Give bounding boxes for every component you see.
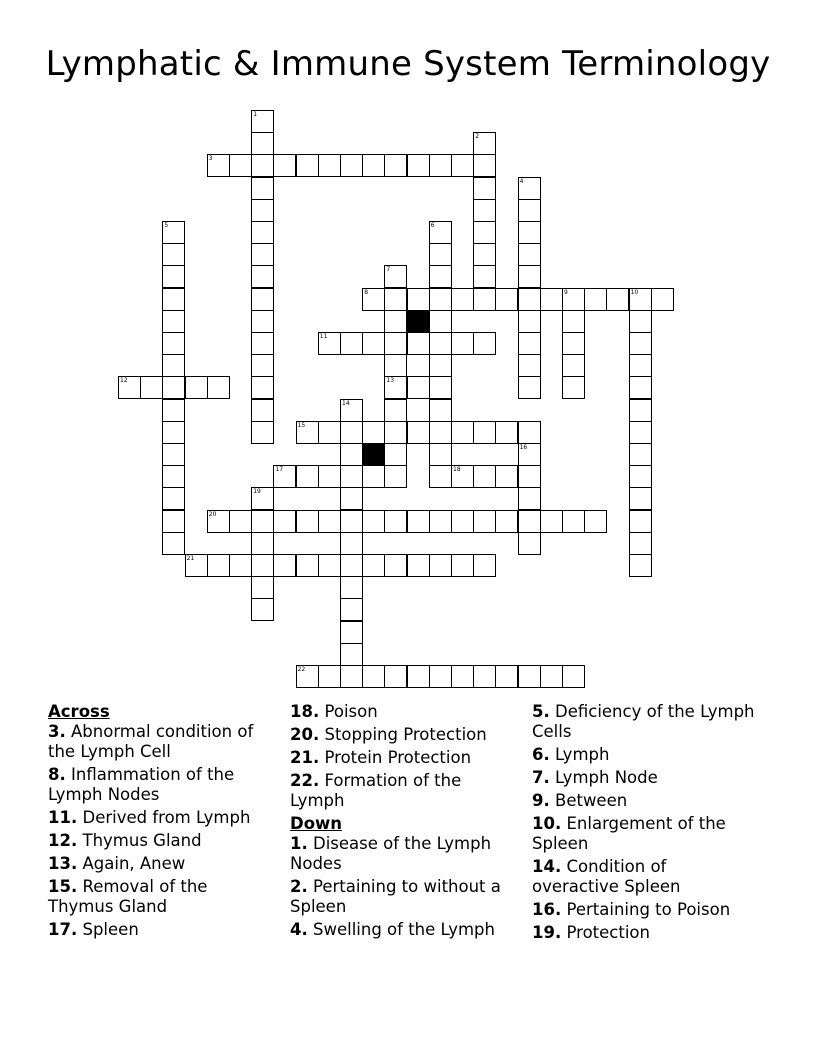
grid-cell[interactable] (318, 421, 341, 444)
grid-cell[interactable] (340, 598, 363, 621)
grid-cell[interactable] (429, 154, 452, 177)
grid-cell[interactable] (562, 354, 585, 377)
grid-clue-number: 8 (364, 288, 369, 296)
clue-across-22: 22. Formation of the Lymph (290, 771, 462, 810)
grid-cell[interactable] (562, 665, 585, 688)
grid-cell[interactable] (429, 221, 452, 244)
clue-across-3: 3. Abnormal condition of the Lymph Cell (48, 722, 254, 761)
clue-down-9: 9. Between (532, 791, 628, 810)
grid-cell[interactable] (296, 554, 319, 577)
grid-cell[interactable] (251, 421, 274, 444)
grid-cell[interactable] (251, 332, 274, 355)
grid-cell[interactable] (629, 465, 652, 488)
clue-across-15: 15. Removal of the Thymus Gland (48, 877, 208, 916)
grid-cell[interactable] (140, 376, 163, 399)
grid-cell[interactable] (362, 288, 385, 311)
grid-cell[interactable] (384, 421, 407, 444)
grid-cell[interactable] (473, 465, 496, 488)
grid-cell[interactable] (340, 532, 363, 555)
clues-column-3 (532, 702, 757, 946)
grid-cell[interactable] (251, 154, 274, 177)
grid-clue-number: 7 (386, 266, 391, 274)
grid-cell[interactable] (451, 288, 474, 311)
grid-clue-number: 20 (208, 510, 217, 518)
grid-cell[interactable] (384, 465, 407, 488)
grid-cell[interactable] (296, 510, 319, 533)
grid-cell[interactable] (318, 154, 341, 177)
grid-cell[interactable] (362, 332, 385, 355)
grid-clue-number: 3 (208, 155, 213, 163)
grid-cell[interactable] (340, 621, 363, 644)
grid-cell[interactable] (407, 154, 430, 177)
grid-clue-number: 19 (253, 488, 261, 496)
grid-cell[interactable] (273, 465, 296, 488)
grid-cell[interactable] (273, 154, 296, 177)
clue-down-14: 14. Condition of overactive Spleen (532, 857, 681, 896)
grid-cell[interactable] (318, 332, 341, 355)
grid-cell[interactable] (562, 288, 585, 311)
grid-cell[interactable] (340, 487, 363, 510)
grid-clue-number: 9 (564, 288, 568, 296)
grid-cell[interactable] (429, 421, 452, 444)
grid-clue-number: 10 (630, 288, 639, 296)
grid-cell[interactable] (251, 576, 274, 599)
grid-cell[interactable] (384, 376, 407, 399)
grid-cell[interactable] (518, 221, 541, 244)
grid-cell[interactable] (518, 465, 541, 488)
grid-cell[interactable] (251, 199, 274, 222)
grid-clue-number: 18 (453, 466, 461, 474)
grid-cell[interactable] (518, 265, 541, 288)
grid-cell[interactable] (185, 376, 208, 399)
grid-cell[interactable] (185, 554, 208, 577)
grid-cell[interactable] (451, 465, 474, 488)
clue-down-4: 4. Swelling of the Lymph (290, 920, 495, 939)
clue-down-1: 1. Disease of the Lymph Nodes (290, 834, 492, 873)
grid-cell[interactable] (629, 532, 652, 555)
grid-cell[interactable] (340, 465, 363, 488)
clues-column-2 (290, 702, 515, 943)
grid-cell[interactable] (340, 576, 363, 599)
grid-cell[interactable] (162, 465, 185, 488)
grid-cell[interactable] (162, 332, 185, 355)
grid-cell[interactable] (362, 510, 385, 533)
grid-cell[interactable] (518, 421, 541, 444)
grid-cell[interactable] (584, 510, 607, 533)
grid-cell[interactable] (629, 332, 652, 355)
grid-cell[interactable] (518, 354, 541, 377)
grid-clue-number: 22 (297, 666, 306, 673)
grid-cell[interactable] (429, 243, 452, 266)
grid-clue-number: 4 (519, 177, 524, 185)
grid-cell[interactable] (384, 554, 407, 577)
grid-cell[interactable] (429, 554, 452, 577)
grid-cell[interactable] (562, 510, 585, 533)
grid-cell[interactable] (407, 554, 430, 577)
grid-cell[interactable] (318, 665, 341, 688)
clue-across-21: 21. Protein Protection (290, 748, 472, 767)
grid-cell[interactable] (473, 132, 496, 155)
across-heading: Across (48, 702, 110, 721)
grid-cell[interactable] (251, 243, 274, 266)
grid-cell[interactable] (340, 154, 363, 177)
grid-cell[interactable] (384, 154, 407, 177)
grid-cell[interactable] (162, 288, 185, 311)
grid-clue-number: 15 (297, 421, 306, 429)
grid-cell[interactable] (518, 510, 541, 533)
grid-cell[interactable] (340, 443, 363, 466)
grid-cell[interactable] (540, 288, 563, 311)
grid-cell[interactable] (429, 510, 452, 533)
grid-cell[interactable] (207, 510, 230, 533)
grid-cell[interactable] (562, 376, 585, 399)
grid-cell[interactable] (162, 421, 185, 444)
grid-cell[interactable] (429, 665, 452, 688)
grid-cell[interactable] (606, 288, 629, 311)
grid-cell[interactable] (273, 554, 296, 577)
grid-cell[interactable] (384, 443, 407, 466)
clues-column-1 (48, 702, 273, 943)
grid-cell[interactable] (162, 532, 185, 555)
grid-cell[interactable] (207, 154, 230, 177)
grid-cell[interactable] (629, 399, 652, 422)
grid-cell[interactable] (273, 510, 296, 533)
grid-cell[interactable] (162, 487, 185, 510)
clue-across-20: 20. Stopping Protection (290, 725, 487, 744)
grid-cell[interactable] (118, 376, 141, 399)
clue-across-18: 18. Poison (290, 702, 378, 721)
grid-block-cell (407, 310, 430, 333)
grid-cell[interactable] (473, 332, 496, 355)
grid-cell[interactable] (407, 665, 430, 688)
grid-cell[interactable] (251, 510, 274, 533)
grid-cell[interactable] (407, 288, 430, 311)
grid-cell[interactable] (429, 443, 452, 466)
grid-cell[interactable] (296, 154, 319, 177)
grid-cell[interactable] (451, 421, 474, 444)
grid-cell[interactable] (162, 399, 185, 422)
grid-cell[interactable] (340, 665, 363, 688)
grid-cell[interactable] (473, 243, 496, 266)
grid-cell[interactable] (540, 665, 563, 688)
clue-across-11: 11. Derived from Lymph (48, 808, 251, 827)
grid-cell[interactable] (384, 265, 407, 288)
grid-clue-number: 17 (275, 466, 284, 474)
grid-cell[interactable] (207, 554, 230, 577)
clue-down-7: 7. Lymph Node (532, 768, 658, 787)
grid-cell[interactable] (518, 288, 541, 311)
grid-cell[interactable] (251, 376, 274, 399)
grid-cell[interactable] (451, 665, 474, 688)
grid-clue-number: 11 (319, 333, 328, 340)
grid-cell[interactable] (340, 399, 363, 422)
grid-cell[interactable] (229, 154, 252, 177)
grid-cell[interactable] (429, 265, 452, 288)
grid-cell[interactable] (629, 288, 652, 311)
grid-clue-number: 2 (475, 133, 480, 141)
grid-cell[interactable] (251, 554, 274, 577)
clue-down-6: 6. Lymph (532, 745, 610, 764)
grid-cell[interactable] (518, 443, 541, 466)
grid-clue-number: 14 (342, 399, 350, 407)
grid-cell[interactable] (362, 421, 385, 444)
grid-cell[interactable] (384, 288, 407, 311)
grid-cell[interactable] (495, 465, 518, 488)
clue-down-10: 10. Enlargement of the Spleen (532, 814, 726, 853)
grid-cell[interactable] (562, 310, 585, 333)
grid-cell[interactable] (384, 399, 407, 422)
grid-clue-number: 16 (519, 444, 528, 451)
grid-cell[interactable] (384, 310, 407, 333)
grid-cell[interactable] (162, 354, 185, 377)
grid-clue-number: 6 (430, 222, 435, 229)
grid-cell[interactable] (495, 665, 518, 688)
grid-cell[interactable] (340, 643, 363, 666)
grid-block-cell (362, 443, 385, 466)
clue-down-19: 19. Protection (532, 923, 650, 942)
grid-clue-number: 13 (386, 377, 395, 385)
grid-cell[interactable] (473, 177, 496, 200)
grid-cell[interactable] (473, 510, 496, 533)
grid-cell[interactable] (429, 310, 452, 333)
grid-cell[interactable] (518, 177, 541, 200)
grid-cell[interactable] (251, 221, 274, 244)
grid-clue-number: 12 (120, 377, 128, 385)
grid-cell[interactable] (340, 554, 363, 577)
grid-cell[interactable] (473, 421, 496, 444)
grid-cell[interactable] (162, 265, 185, 288)
clue-down-16: 16. Pertaining to Poison (532, 900, 731, 919)
grid-cell[interactable] (362, 154, 385, 177)
grid-cell[interactable] (629, 443, 652, 466)
grid-cell[interactable] (362, 554, 385, 577)
grid-cell[interactable] (473, 265, 496, 288)
grid-cell[interactable] (318, 465, 341, 488)
grid-cell[interactable] (429, 332, 452, 355)
grid-cell[interactable] (473, 665, 496, 688)
grid-clue-number: 21 (186, 555, 195, 562)
grid-cell[interactable] (629, 421, 652, 444)
grid-cell[interactable] (340, 510, 363, 533)
grid-cell[interactable] (473, 221, 496, 244)
grid-cell[interactable] (207, 376, 230, 399)
grid-cell[interactable] (429, 465, 452, 488)
clue-across-8: 8. Inflammation of the Lymph Nodes (48, 765, 235, 804)
grid-cell[interactable] (429, 354, 452, 377)
clue-across-12: 12. Thymus Gland (48, 831, 202, 850)
grid-cell[interactable] (340, 421, 363, 444)
grid-clue-number: 5 (164, 222, 169, 229)
grid-cell[interactable] (162, 243, 185, 266)
grid-cell[interactable] (451, 510, 474, 533)
grid-cell[interactable] (407, 376, 430, 399)
grid-cell[interactable] (251, 354, 274, 377)
grid-cell[interactable] (340, 332, 363, 355)
grid-cell[interactable] (518, 532, 541, 555)
grid-cell[interactable] (518, 332, 541, 355)
grid-cell[interactable] (251, 310, 274, 333)
grid-cell[interactable] (518, 199, 541, 222)
grid-cell[interactable] (362, 465, 385, 488)
grid-cell[interactable] (296, 665, 319, 688)
page-title: Lymphatic & Immune System Terminology (45, 44, 771, 84)
grid-cell[interactable] (629, 376, 652, 399)
grid-cell[interactable] (384, 665, 407, 688)
grid-cell[interactable] (251, 399, 274, 422)
clue-down-2: 2. Pertaining to without a Spleen (290, 877, 501, 916)
grid-cell[interactable] (251, 265, 274, 288)
grid-cell[interactable] (362, 665, 385, 688)
grid-cell[interactable] (251, 598, 274, 621)
grid-cell[interactable] (518, 665, 541, 688)
grid-cell[interactable] (451, 154, 474, 177)
grid-cell[interactable] (518, 376, 541, 399)
grid-cell[interactable] (473, 154, 496, 177)
grid-cell[interactable] (495, 510, 518, 533)
grid-cell[interactable] (651, 288, 674, 311)
grid-cell[interactable] (162, 443, 185, 466)
grid-cell[interactable] (384, 510, 407, 533)
grid-cell[interactable] (251, 132, 274, 155)
grid-cell[interactable] (251, 110, 274, 133)
grid-cell[interactable] (384, 332, 407, 355)
clue-across-17: 17. Spleen (48, 920, 139, 939)
grid-cell[interactable] (495, 288, 518, 311)
grid-cell[interactable] (518, 487, 541, 510)
grid-cell[interactable] (407, 332, 430, 355)
grid-cell[interactable] (251, 487, 274, 510)
grid-cell[interactable] (251, 532, 274, 555)
grid-cell[interactable] (251, 177, 274, 200)
grid-cell[interactable] (584, 288, 607, 311)
clue-across-13: 13. Again, Anew (48, 854, 186, 873)
grid-cell[interactable] (429, 376, 452, 399)
grid-cell[interactable] (562, 332, 585, 355)
grid-cell[interactable] (629, 487, 652, 510)
grid-cell[interactable] (518, 310, 541, 333)
grid-cell[interactable] (162, 510, 185, 533)
clue-down-5: 5. Deficiency of the Lymph Cells (532, 702, 755, 741)
grid-clue-number: 1 (253, 111, 258, 118)
grid-cell[interactable] (296, 421, 319, 444)
grid-cell[interactable] (518, 243, 541, 266)
grid-cell[interactable] (451, 554, 474, 577)
grid-cell[interactable] (162, 221, 185, 244)
grid-cell[interactable] (318, 554, 341, 577)
grid-cell[interactable] (229, 554, 252, 577)
grid-cell[interactable] (629, 510, 652, 533)
grid-cell[interactable] (540, 510, 563, 533)
grid-cell[interactable] (251, 288, 274, 311)
grid-cell[interactable] (162, 310, 185, 333)
grid-cell[interactable] (384, 354, 407, 377)
down-heading: Down (290, 814, 343, 833)
grid-cell[interactable] (429, 288, 452, 311)
grid-cell[interactable] (296, 465, 319, 488)
grid-cell[interactable] (629, 354, 652, 377)
grid-cell[interactable] (429, 399, 452, 422)
grid-cell[interactable] (473, 554, 496, 577)
grid-cell[interactable] (162, 376, 185, 399)
grid-cell[interactable] (473, 288, 496, 311)
grid-cell[interactable] (629, 310, 652, 333)
grid-cell[interactable] (407, 510, 430, 533)
grid-cell[interactable] (318, 510, 341, 533)
grid-cell[interactable] (229, 510, 252, 533)
grid-cell[interactable] (473, 199, 496, 222)
grid-cell[interactable] (407, 421, 430, 444)
grid-cell[interactable] (629, 554, 652, 577)
grid-cell[interactable] (451, 332, 474, 355)
grid-cell[interactable] (495, 421, 518, 444)
